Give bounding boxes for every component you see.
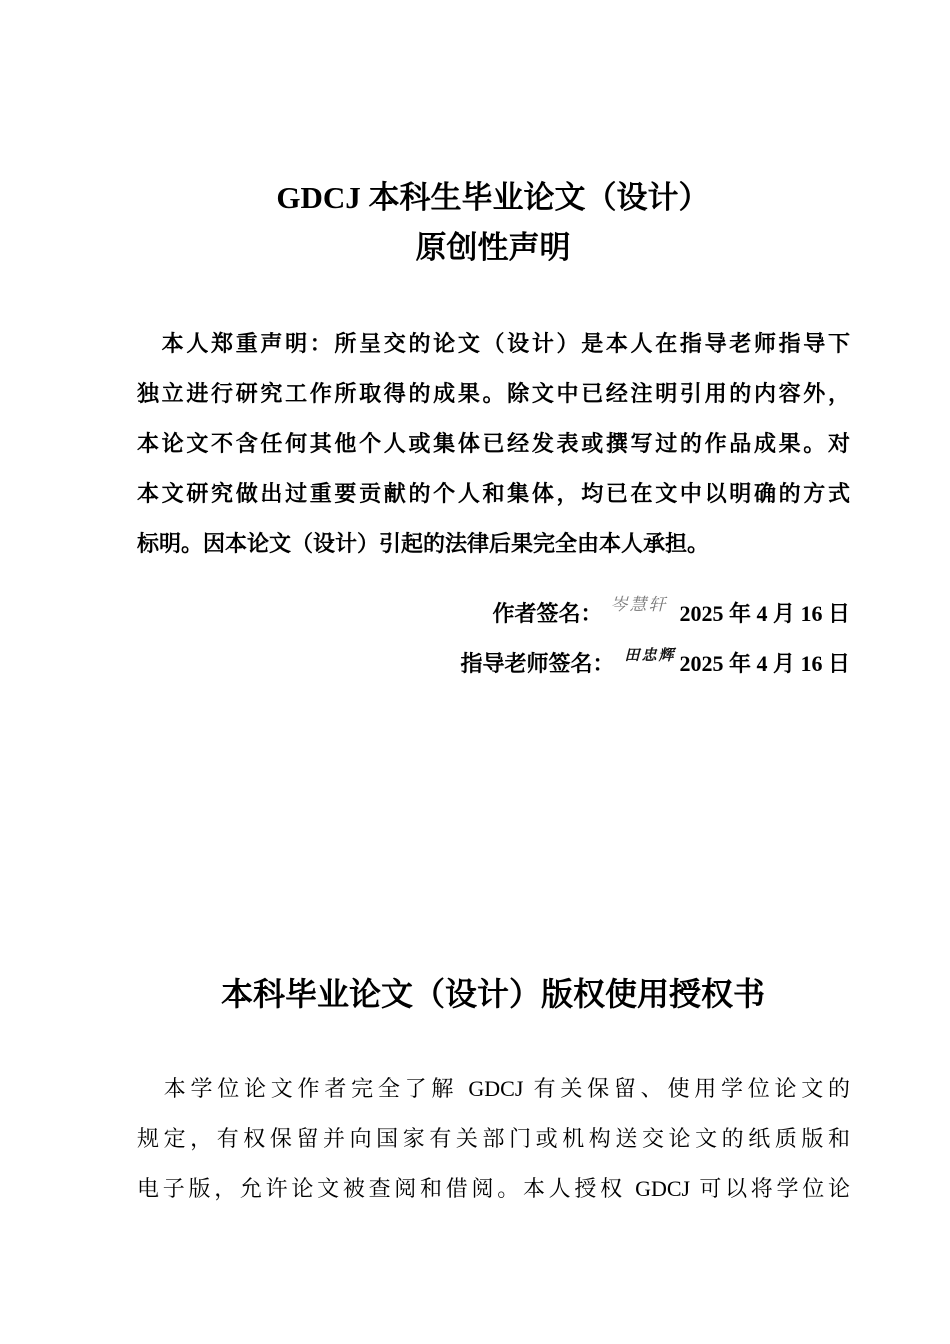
author-signature-row: [492, 597, 850, 628]
authorization-paragraph-line: 电子版，允许论文被查阅和借阅。本人授权 GDCJ 可以将学位论: [137, 1176, 850, 1201]
advisor-handwritten-signature: 田忠辉: [624, 648, 676, 664]
declaration-paragraph-line: 本文研究做出过重要贡献的个人和集体，均已在文中以明确的方式: [137, 481, 850, 506]
authorization-paragraph-line: 本学位论文作者完全了解 GDCJ 有关保留、使用学位论文的: [137, 1076, 850, 1101]
author-signature-date: 2025 年 4 月 16 日: [679, 601, 850, 626]
declaration-paragraph-line: 本论文不含任何其他个人或集体已经发表或撰写过的作品成果。对: [137, 431, 850, 456]
declaration-title-line1: GDCJ 本科生毕业论文（设计）: [276, 180, 710, 215]
author-handwritten-signature: 岑慧轩: [610, 595, 668, 614]
declaration-title-line2: 原创性声明: [415, 230, 571, 265]
advisor-signature-date: 2025 年 4 月 16 日: [679, 651, 850, 676]
declaration-paragraph-line: 独立进行研究工作所取得的成果。除文中已经注明引用的内容外，: [137, 381, 850, 406]
declaration-paragraph-line: 本人郑重声明：所呈交的论文（设计）是本人在指导老师指导下: [137, 331, 850, 356]
declaration-paragraph-line: 标明。因本论文（设计）引起的法律后果完全由本人承担。: [137, 531, 710, 556]
authorization-paragraph-line: 规定，有权保留并向国家有关部门或机构送交论文的纸质版和: [137, 1126, 850, 1151]
advisor-signature-row: [460, 647, 850, 678]
author-signature-label: 作者签名：: [492, 601, 603, 626]
advisor-signature-label: 指导老师签名：: [460, 651, 615, 676]
authorization-title: 本科毕业论文（设计）版权使用授权书: [220, 976, 765, 1012]
